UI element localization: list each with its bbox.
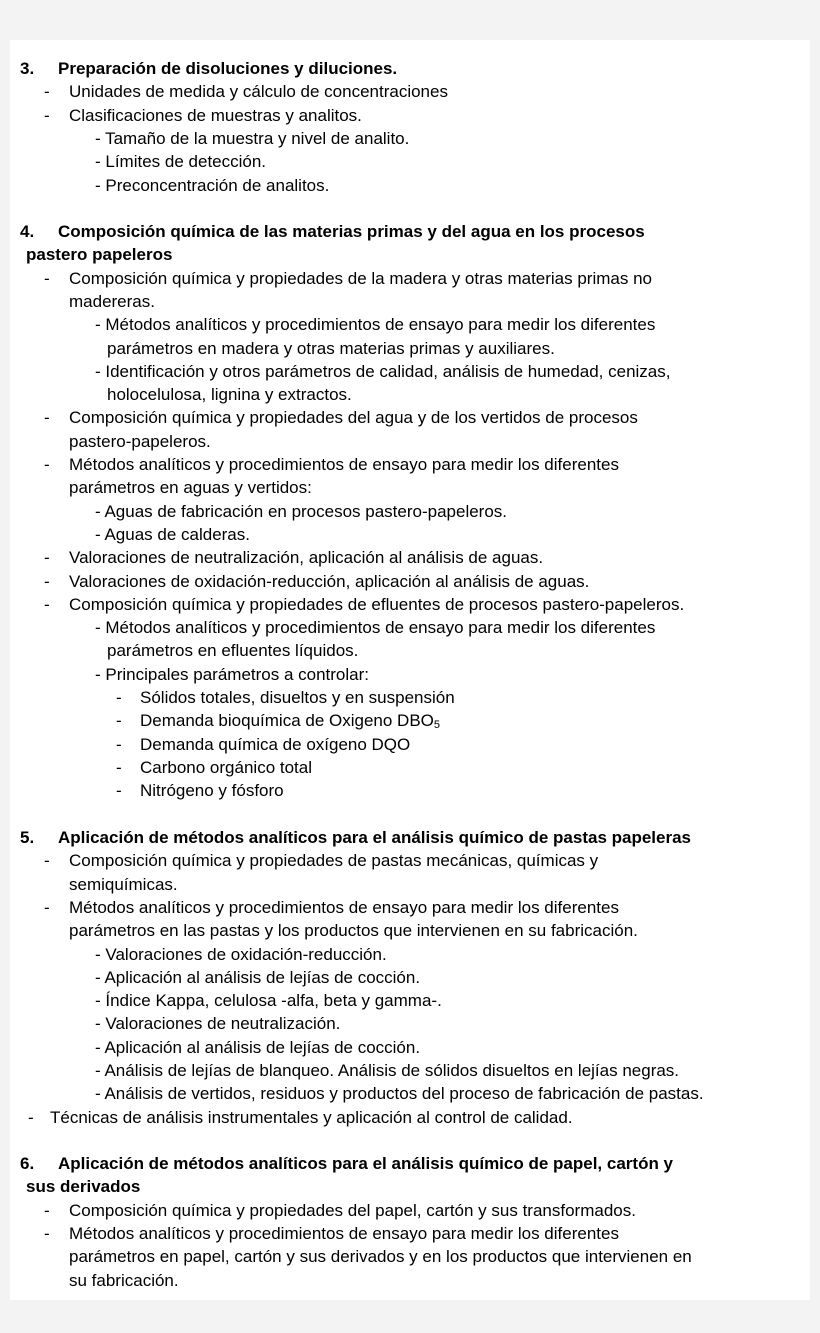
list-item-text: - Análisis de vertidos, residuos y productos del proceso de fabricación de pastas. [95, 1084, 704, 1104]
list-item-text: Métodos analíticos y procedimientos de ensayo para medir los diferentes [69, 1223, 619, 1243]
list-item-text: - Valoraciones de oxidación-reducción. [95, 944, 387, 964]
section-number: 6. [20, 1154, 35, 1173]
list-dash: - [28, 1107, 34, 1127]
list-item-text: parámetros en aguas y vertidos: [69, 478, 312, 498]
nested-list-item [140, 686, 803, 709]
section-number: 4. [20, 222, 35, 241]
list-item [69, 1222, 803, 1245]
sub-list-item [95, 360, 803, 383]
list-item [69, 1245, 803, 1268]
list-dash: - [116, 688, 122, 707]
list-item [69, 849, 803, 872]
list-item [69, 104, 803, 127]
list-item-text: Composición química y propiedades de pastas mecánicas, químicas y [69, 851, 599, 871]
list-item [69, 430, 803, 453]
list-item-text: Demanda bioquímica de Oxigeno DBO [140, 711, 434, 731]
list-item [69, 593, 803, 616]
list-dash: - [44, 571, 50, 591]
list-item-text: Métodos analíticos y procedimientos de ensayo para medir los diferentes [69, 897, 619, 917]
sub-list-item [95, 150, 803, 173]
section-title-text: Composición química de las materias primas y del agua en los procesos [58, 222, 645, 241]
list-item-text: madereras. [69, 291, 155, 311]
list-item-text: su fabricación. [69, 1270, 179, 1290]
list-item-text: Composición química y propiedades del papel, cartón y sus transformados. [69, 1200, 636, 1220]
section-title-text: Preparación de disoluciones y diluciones. [58, 59, 398, 78]
section-title-continuation: sus derivados [26, 1177, 141, 1197]
list-dash: - [44, 268, 50, 288]
list-item-text: semiquímicas. [69, 874, 178, 894]
sub-list-item [95, 1012, 803, 1035]
section-title [20, 220, 803, 243]
sub-list-item [107, 639, 803, 662]
sub-list-item [95, 1059, 803, 1082]
section-number: 3. [20, 59, 35, 78]
list-item [69, 1199, 803, 1222]
list-item [69, 546, 803, 569]
list-item-text: Carbono orgánico total [140, 757, 313, 777]
list-dash: - [44, 408, 50, 428]
list-item [69, 476, 803, 499]
list-item-text: - Identificación y otros parámetros de calidad, análisis de humedad, cenizas, [95, 361, 671, 381]
list-item-text: - Aguas de calderas. [95, 524, 250, 544]
list-item-text: - Análisis de lejías de blanqueo. Análisis de sólidos disueltos en lejías negras. [95, 1061, 680, 1080]
list-dash: - [44, 455, 50, 474]
list-item-text: parámetros en papel, cartón y sus derivados y en los productos que intervienen en [69, 1247, 692, 1267]
list-item [69, 290, 803, 313]
list-item-text: Métodos analíticos y procedimientos de ensayo para medir los diferentes [69, 455, 619, 474]
sub-list-item [95, 989, 803, 1012]
list-item-text: - Métodos analíticos y procedimientos de ensayo para medir los diferentes [95, 618, 656, 638]
sub-list-item [95, 500, 803, 523]
section-title-continuation: pastero papeleros [26, 245, 173, 265]
nested-list-item [140, 709, 803, 735]
sub-list-item [95, 523, 803, 546]
list-item [69, 406, 803, 429]
list-item-text: parámetros en efluentes líquidos. [107, 641, 359, 661]
section-title [20, 57, 803, 80]
list-item-text: Nitrógeno y fósforo [140, 781, 284, 801]
list-dash: - [44, 1223, 50, 1243]
list-item-text: holocelulosa, lignina y extractos. [107, 385, 352, 405]
list-item [50, 1106, 803, 1129]
list-dash: - [44, 594, 50, 614]
list-item-text: Demanda química de oxígeno DQO [140, 734, 411, 754]
list-item-text: pastero-papeleros. [69, 431, 211, 451]
list-dash: - [116, 711, 122, 731]
section-title-text: Aplicación de métodos analíticos para el análisis químico de pastas papeleras [58, 828, 692, 847]
list-item-text: - Valoraciones de neutralización. [95, 1014, 341, 1034]
list-item-text: - Índice Kappa, celulosa -alfa, beta y gamma-. [95, 991, 442, 1011]
list-dash: - [44, 82, 50, 102]
nested-list-item [140, 733, 803, 756]
list-item [69, 570, 803, 593]
sub-list-item [95, 174, 803, 197]
list-item-text: - Aguas de fabricación en procesos pastero-papeleros. [95, 501, 508, 521]
section-title [20, 1152, 803, 1175]
list-item-text: parámetros en madera y otras materias primas y auxiliares. [107, 338, 555, 358]
list-item-text: Clasificaciones de muestras y analitos. [69, 105, 362, 125]
sub-list-item [95, 616, 803, 639]
list-item-text: - Tamaño de la muestra y nivel de analito. [95, 128, 410, 148]
list-item [69, 1269, 803, 1292]
sub-list-item [95, 127, 803, 150]
list-item [69, 453, 803, 476]
nested-list-item [140, 756, 803, 779]
sub-list-item [95, 1036, 803, 1059]
section-title [20, 826, 803, 849]
list-dash: - [44, 1200, 50, 1220]
list-dash: - [116, 734, 122, 754]
list-item-text: - Métodos analíticos y procedimientos de ensayo para medir los diferentes [95, 315, 656, 335]
list-item-text: parámetros en las pastas y los productos que intervienen en su fabricación. [69, 921, 638, 941]
list-item-text: - Aplicación al análisis de lejías de cocción. [95, 967, 421, 987]
list-item [69, 873, 803, 896]
list-dash: - [116, 781, 122, 801]
list-item [69, 267, 803, 290]
section-number: 5. [20, 828, 35, 847]
list-dash: - [44, 851, 50, 871]
list-item-text: Composición química y propiedades de la madera y otras materias primas no [69, 268, 652, 288]
list-dash: - [44, 897, 50, 917]
list-dash: - [116, 757, 122, 777]
list-item-text: Composición química y propiedades de efluentes de procesos pastero-papeleros. [69, 594, 685, 614]
list-item [69, 919, 803, 942]
nested-list-item [140, 779, 803, 802]
sub-list-item [107, 383, 803, 406]
section-title-text: Aplicación de métodos analíticos para el análisis químico de papel, cartón y [58, 1154, 674, 1173]
list-item-text: - Aplicación al análisis de lejías de cocción. [95, 1037, 421, 1057]
sub-list-item [107, 337, 803, 360]
sub-list-item [95, 1082, 803, 1105]
list-item [69, 896, 803, 919]
list-dash: - [44, 548, 50, 568]
list-item-text: - Límites de detección. [95, 152, 267, 172]
list-item-text: Unidades de medida y cálculo de concentraciones [69, 82, 448, 102]
list-item [69, 80, 803, 103]
list-item-text: Valoraciones de neutralización, aplicación al análisis de aguas. [69, 548, 544, 568]
sub-list-item [95, 966, 803, 989]
subscript: 5 [433, 719, 441, 732]
list-item-text: Composición química y propiedades del agua y de los vertidos de procesos [69, 408, 638, 428]
sub-list-item [95, 313, 803, 336]
sub-list-item [95, 663, 803, 686]
list-item-text: - Preconcentración de analitos. [95, 175, 330, 195]
list-item-text: Sólidos totales, disueltos y en suspensión [140, 688, 455, 707]
list-item-text: Valoraciones de oxidación-reducción, aplicación al análisis de aguas. [69, 571, 590, 591]
list-item-text: Técnicas de análisis instrumentales y aplicación al control de calidad. [50, 1107, 573, 1127]
list-dash: - [44, 105, 50, 125]
list-item-text: - Principales parámetros a controlar: [95, 664, 370, 684]
sub-list-item [95, 943, 803, 966]
